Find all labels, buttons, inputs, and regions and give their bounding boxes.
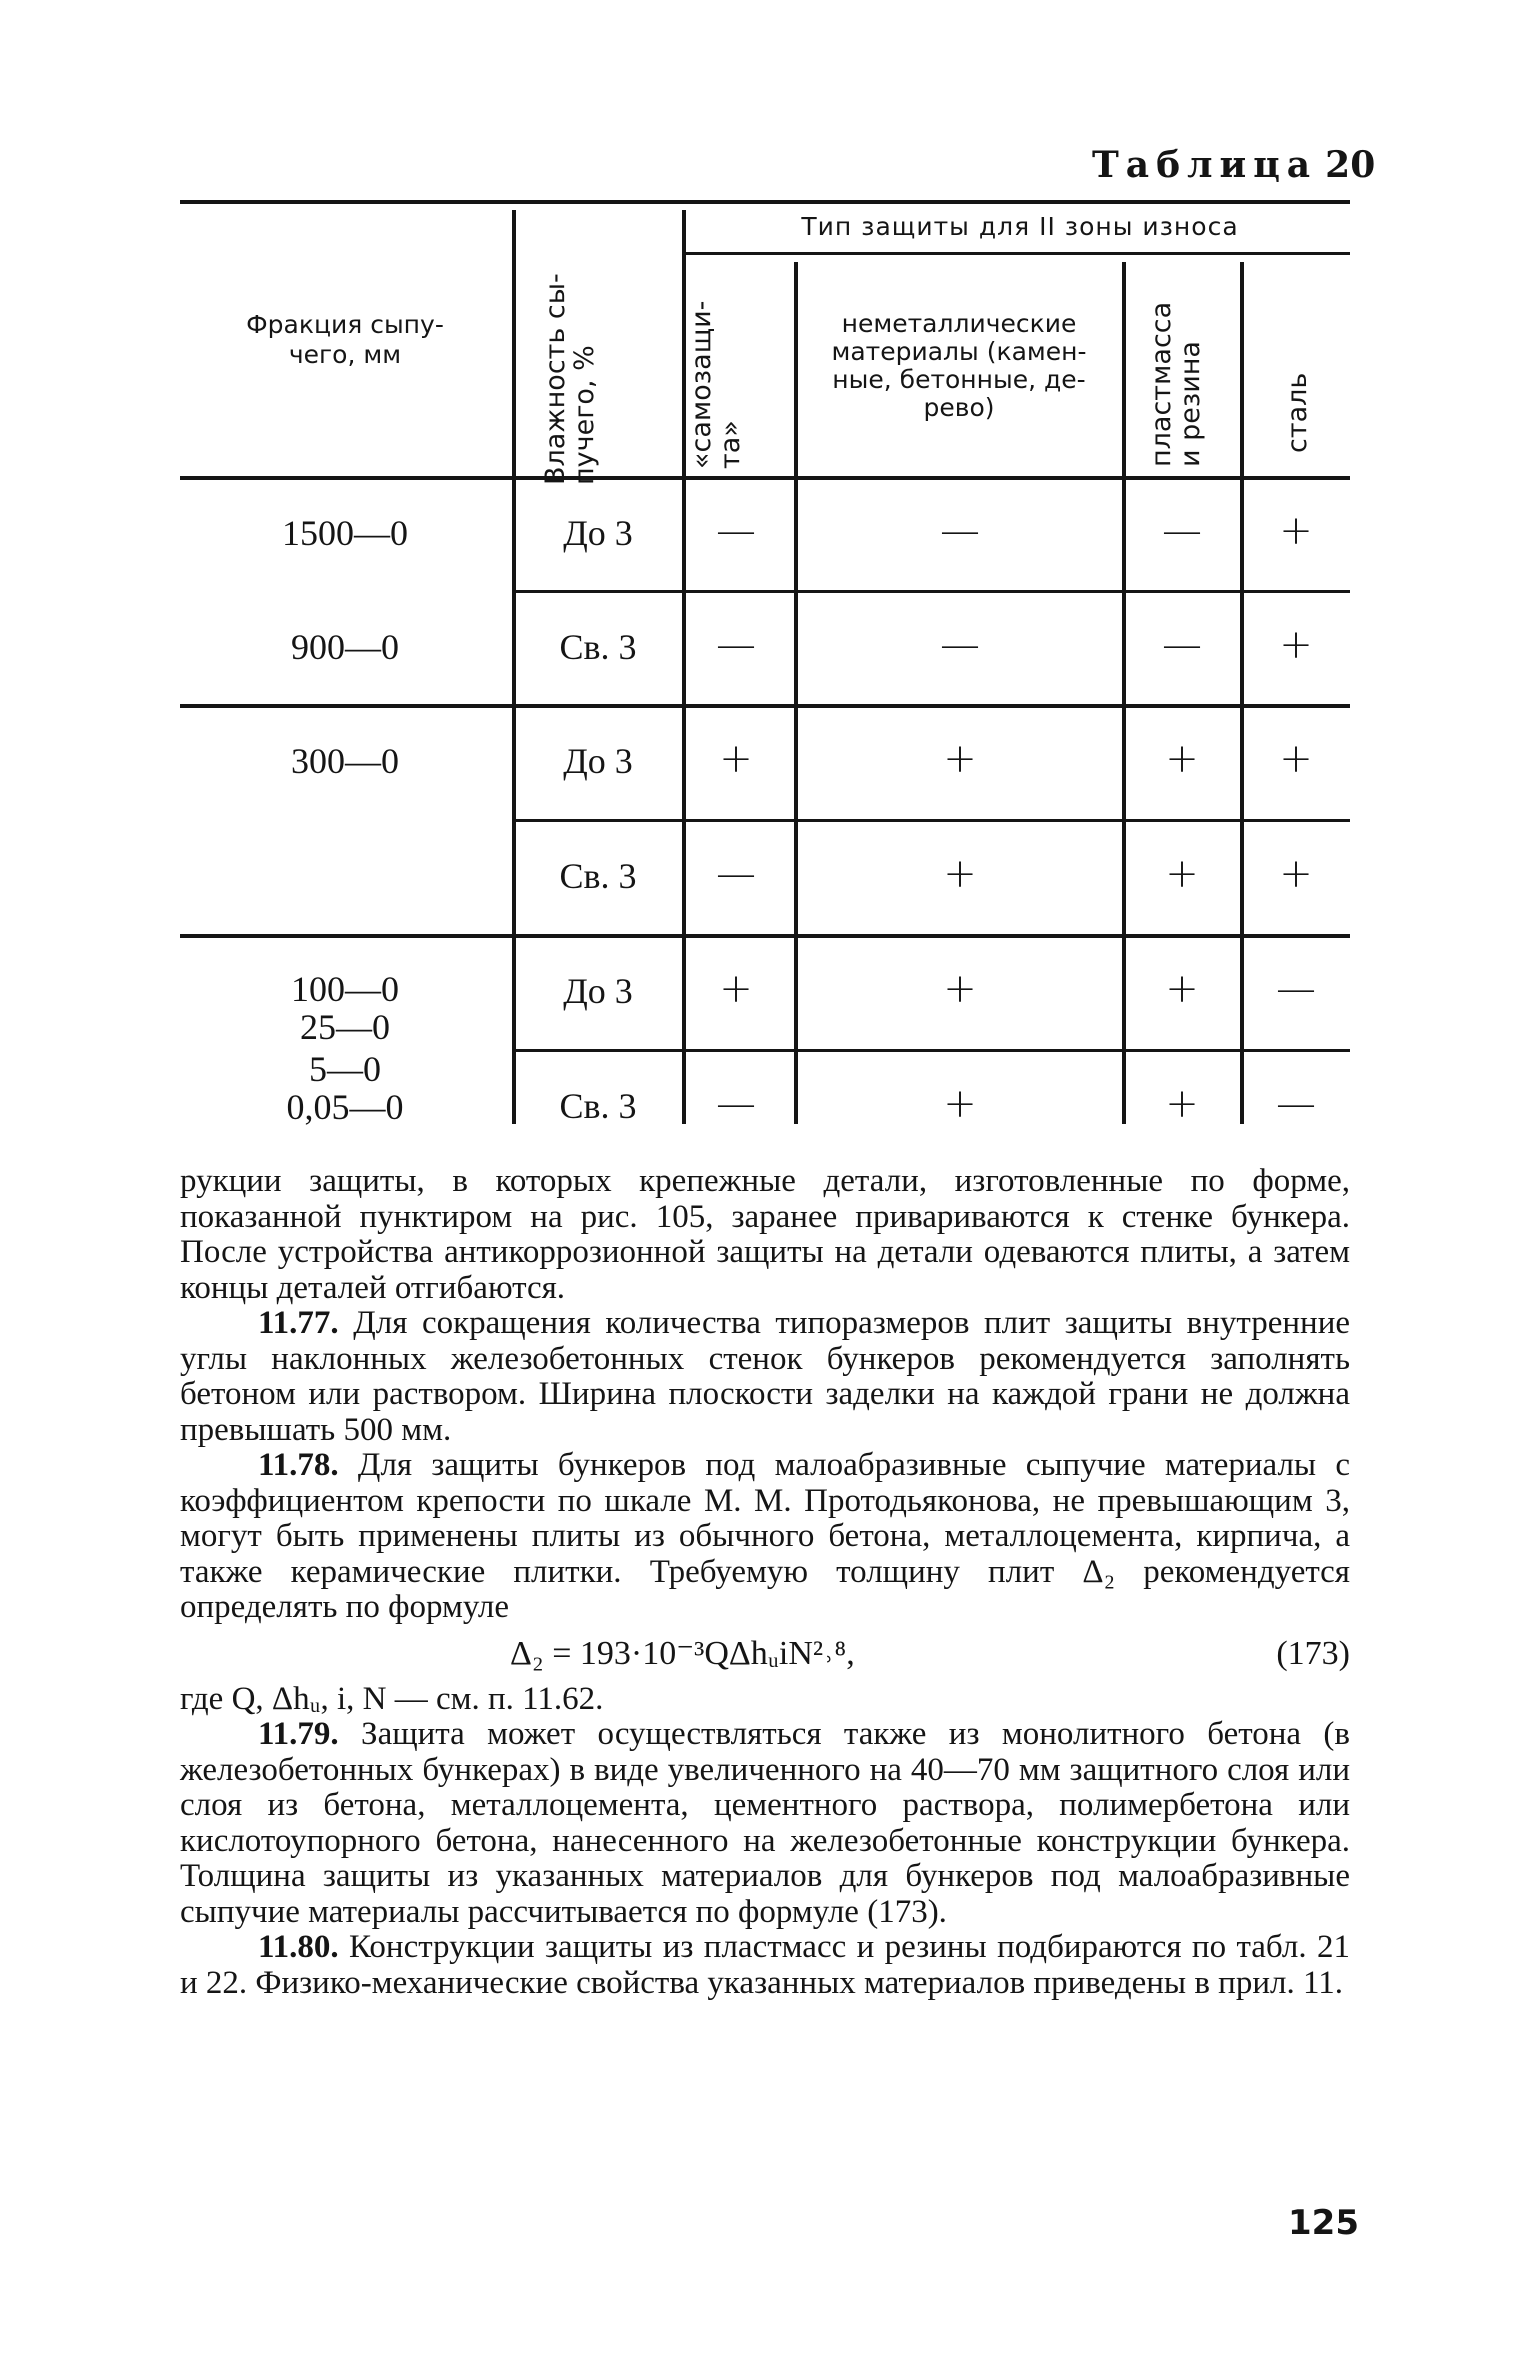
fraction-group-line-4: 0,05—0 [286,1087,404,1127]
row-5-moisture: До 3 [563,971,633,1011]
col-rule-3 [794,262,798,1124]
row-3-steel: + [1279,736,1313,782]
sub-header-nonmetal: неметаллические материалы (камен- ные, бетонные, де- рево) [831,309,1087,422]
row-1-self: — [716,508,756,554]
col-rule-5 [1240,262,1244,1124]
group-header-rule [684,252,1350,255]
paragraph-text: Для защиты бункеров под малоабразивные сыпучие материалы с коэффициентом крепости по шкале М. М. Протодьяконова, не превышающим 3, могут быть применены плиты из обычного бетона, металлоцемента, кирпича, а также керамические плитки. Требуемую толщину плит Δ₂ рекомендуется определять по формуле [180,1447,1350,1625]
table-top-rule [180,200,1350,204]
col-rule-4 [1122,262,1126,1124]
row-6-steel: — [1276,1081,1316,1127]
row-1-nonmetal: — [940,508,980,554]
row-3-plastic: + [1165,736,1199,782]
formula-173 [180,1626,1350,1682]
row-4-steel: + [1279,851,1313,897]
row-6-moisture: Св. 3 [559,1086,637,1126]
paragraph-11-80 [180,1930,1350,2001]
col-moisture-header: Влажность сы- пучего, % [540,273,600,485]
col-fraction-header: Фракция сыпу- чего, мм [246,310,444,369]
row-1-plastic: — [1162,508,1202,554]
row-3-nonmetal: + [943,736,977,782]
row-4-nonmetal: + [943,851,977,897]
paragraph-continuation: рукции защиты, в которых крепежные детали, изготовленные по форме, показанной пунктиром на рис. 105, заранее привариваются к стенке бункера. После устройства антикоррозионной защиты на детали одеваются плиты, а затем концы деталей отгибаются. [180,1163,1350,1306]
table-title-word: Таблица [1092,144,1318,186]
formula-legend: где Q, Δhᵤ, i, N — см. п. 11.62. [180,1680,604,1717]
row-rule-3 [516,1049,1350,1052]
formula-number: (173) [1276,1634,1350,1672]
row-rule-1 [516,590,1350,593]
sub-header-self: «самозащи- та» [686,300,746,469]
row-4-self: — [716,851,756,897]
row-1-moisture: До 3 [563,513,633,553]
fraction-group-line-3: 5—0 [309,1049,381,1089]
row-1-steel: + [1279,508,1313,554]
paragraph-number: 11.77. [258,1305,339,1341]
sub-header-plastic: пластмасса и резина [1146,301,1206,467]
row-1-fraction: 1500—0 [282,513,408,553]
row-4-plastic: + [1165,851,1199,897]
page-number: 125 [1288,2203,1359,2243]
row-4-moisture: Св. 3 [559,856,637,896]
sub-header-steel: сталь [1282,372,1313,453]
header-bottom-rule [180,476,1350,480]
paragraph-number: 11.79. [258,1716,339,1752]
paragraph-text: Конструкции защиты из пластмасс и резины подбираются по табл. 21 и 22. Физико-механические свойства указанных материалов приведены в прил. 11. [180,1929,1350,2001]
row-3-moisture: До 3 [563,741,633,781]
group-rule-1 [180,704,1350,708]
paragraph-text: Защита может осуществляться также из монолитного бетона (в железобетонных бункерах) в виде увеличенного на 40—70 мм защитного слоя или слоя из бетона, металлоцемента, цементного раствора, полимербетона или кислотоупорного бетона, нанесенного на железобетонные конструкции бункера. Толщина защиты из указанных материалов для бункеров под малоабразивные сыпучие материалы рассчитывается по формуле (173). [180,1716,1350,1930]
row-rule-2 [516,819,1350,822]
row-5-self: + [719,966,753,1012]
fraction-group-line-2: 25—0 [300,1007,390,1047]
row-2-nonmetal: — [940,622,980,668]
fraction-group-line-1: 100—0 [291,969,399,1009]
row-2-self: — [716,622,756,668]
row-3-fraction: 300—0 [291,741,399,781]
row-6-plastic: + [1165,1081,1199,1127]
formula-expression: Δ₂ = 193·10⁻³QΔhᵤiN²˒⁸, [510,1634,855,1672]
body-text [180,1164,1350,2001]
group-rule-2 [180,934,1350,938]
paragraph-number: 11.80. [258,1929,339,1965]
row-2-moisture: Св. 3 [559,627,637,667]
protection-table [0,0,1536,1150]
paragraph-11-78 [180,1448,1350,1626]
row-6-nonmetal: + [943,1081,977,1127]
col-rule-1 [512,210,516,1124]
row-6-self: — [716,1081,756,1127]
row-2-fraction: 900—0 [291,627,399,667]
row-5-nonmetal: + [943,966,977,1012]
row-2-steel: + [1279,622,1313,668]
row-2-plastic: — [1162,622,1202,668]
paragraph-11-77 [180,1306,1350,1448]
row-5-plastic: + [1165,966,1199,1012]
paragraph-11-79 [180,1717,1350,1930]
paragraph-text: Для сокращения количества типоразмеров плит защиты внутренние углы наклонных железобетонных стенок бункеров рекомендуется заполнять бетоном или раствором. Ширина плоскости заделки на каждой грани не должна превышать 500 мм. [180,1305,1350,1448]
table-title-number: 20 [1325,144,1376,186]
row-3-self: + [719,736,753,782]
row-5-steel: — [1276,966,1316,1012]
group-header: Тип защиты для II зоны износа [801,212,1239,241]
paragraph-number: 11.78. [258,1447,339,1483]
